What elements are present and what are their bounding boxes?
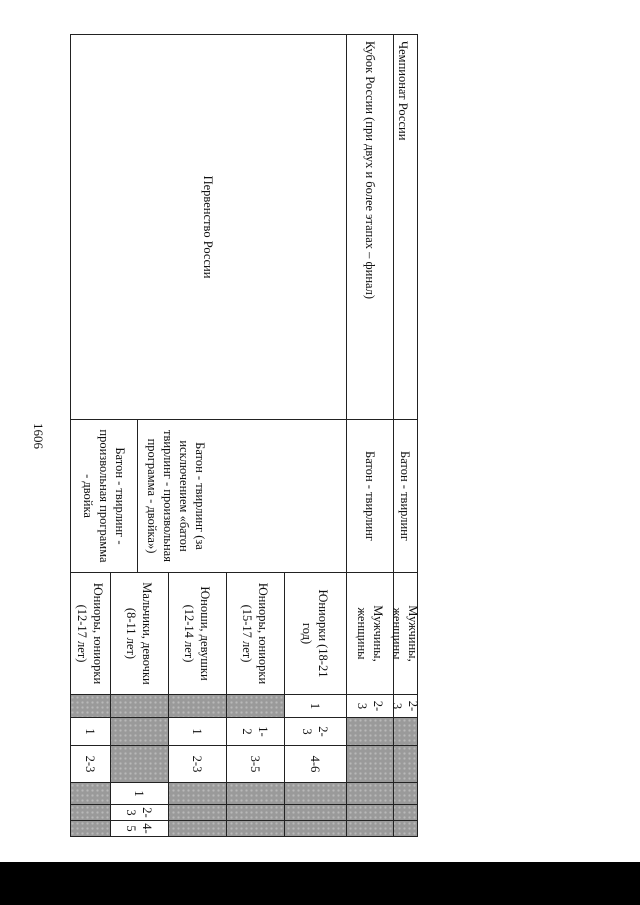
row2-category: Мужчины, женщины <box>346 573 393 695</box>
row2-place-col2 <box>346 718 393 746</box>
row5-place-col3: 2-3 <box>168 746 226 783</box>
row6-place-col4: 1 <box>110 783 168 805</box>
row1-place-col3 <box>393 746 418 783</box>
row2-place-col1: 2-3 <box>346 695 393 718</box>
scan-bottom-border <box>0 862 640 905</box>
row1-place-col6 <box>393 821 418 837</box>
row7-place-col3: 2-3 <box>70 746 110 783</box>
row7-category: Юниоры, юниорки (12-17 лет) <box>70 573 110 695</box>
row2-competition: Кубок России (при двух и более этапах – финал) <box>346 34 393 420</box>
row5-place-col1 <box>168 695 226 718</box>
row2-place-col5 <box>346 805 393 821</box>
row2-place-col3 <box>346 746 393 783</box>
championship-discipline-main: Батон - твирлинг (за исключением «батон твирлинг - произвольная программа - двойка») <box>138 420 346 573</box>
row1-place-col4 <box>393 783 418 805</box>
row4-place-col5 <box>226 805 284 821</box>
row2-place-col4 <box>346 783 393 805</box>
row3-place-col4 <box>284 783 346 805</box>
row5-place-col5 <box>168 805 226 821</box>
championship-competition: Первенство России <box>70 34 346 420</box>
page-number: 1606 <box>31 423 46 449</box>
row4-place-col4 <box>226 783 284 805</box>
row5-place-col2: 1 <box>168 718 226 746</box>
row1-discipline: Батон - твирлинг <box>393 420 418 573</box>
row4-category: Юниоры, юниорки (15-17 лет) <box>226 573 284 695</box>
row3-place-col6 <box>284 821 346 837</box>
row6-place-col3 <box>110 746 168 783</box>
row3-place-col1: 1 <box>284 695 346 718</box>
row5-place-col6 <box>168 821 226 837</box>
championship-discipline-pair: Батон - твирлинг - произвольная программа - двойка <box>70 420 138 573</box>
row6-category: Мальчики, девочки (8-11 лет) <box>110 573 168 695</box>
row4-place-col1 <box>226 695 284 718</box>
row2-place-col6 <box>346 821 393 837</box>
row2-discipline: Батон - твирлинг <box>346 420 393 573</box>
row3-place-col2: 2-3 <box>284 718 346 746</box>
row5-category: Юноши, девушки (12-14 лет) <box>168 573 226 695</box>
row1-place-col5 <box>393 805 418 821</box>
row1-competition: Чемпионат России <box>393 34 418 420</box>
row7-place-col5 <box>70 805 110 821</box>
row7-place-col6 <box>70 821 110 837</box>
row7-place-col2: 1 <box>70 718 110 746</box>
row3-place-col3: 4-6 <box>284 746 346 783</box>
row4-place-col6 <box>226 821 284 837</box>
ranking-table <box>70 34 421 837</box>
row6-place-col5: 2-3 <box>110 805 168 821</box>
row6-place-col1 <box>110 695 168 718</box>
row5-place-col4 <box>168 783 226 805</box>
table-frame <box>70 34 421 837</box>
row1-place-col1: 2-3 <box>393 695 418 718</box>
row6-place-col2 <box>110 718 168 746</box>
row7-place-col1 <box>70 695 110 718</box>
row7-place-col4 <box>70 783 110 805</box>
row4-place-col3: 3-5 <box>226 746 284 783</box>
row6-place-col6: 4-5 <box>110 821 168 837</box>
row1-category: Мужчины, женщины <box>393 573 418 695</box>
row1-place-col2 <box>393 718 418 746</box>
row3-category: Юниорки (18-21 год) <box>284 573 346 695</box>
row4-place-col2: 1-2 <box>226 718 284 746</box>
row3-place-col5 <box>284 805 346 821</box>
